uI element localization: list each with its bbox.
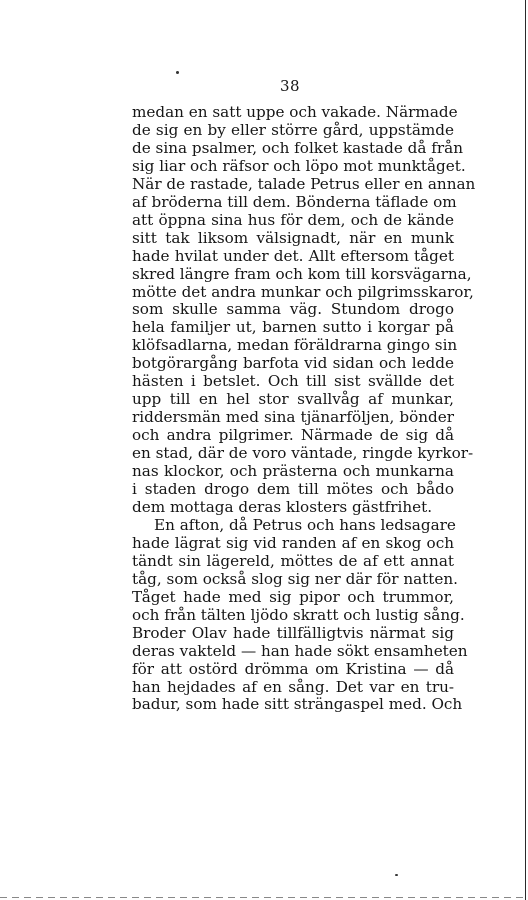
text-line: Tåget hade med sig pipor och trummor, [132,587,454,606]
text-line: upp till en hel stor svallvåg af munkar, [132,390,454,409]
text-line: klöfsadlarna, medan föräldrarna gingo sin [132,336,458,355]
text-line: de sig en by eller större gård, uppstämde [132,120,454,139]
text-line: Broder Olav hade tillfälligtvis närmat sig [132,623,454,642]
print-speck-top [176,71,179,74]
text-line: badur, som hade sitt strängaspel med. Och [132,695,463,714]
text-line: han hejdades af en sång. Det var en tru- [132,677,454,696]
text-line: för att ostörd drömma om Kristina — då [132,659,454,678]
text-line: att öppna sina hus för dem, och de kände [132,210,454,229]
text-line: tåg, som också slog sig ner där för natten. [132,569,458,588]
text-line: hästen i betslet. Och till sist svällde det [132,372,454,391]
text-line: sitt tak liksom välsignadt, när en munk [132,228,454,247]
text-line: riddersmän med sina tjänarföljen, bönder [132,408,454,427]
text-line: de sina psalmer, och folket kastade då från [132,138,463,157]
text-line: medan en satt uppe och vakade. Närmade [132,103,458,121]
text-line: nas klockor, och prästerna och munkarna [132,462,454,481]
page-number: 38 [279,77,301,95]
text-line: och andra pilgrimer. Närmade de sig då [132,426,454,445]
text-line: som skulle samma väg. Stundom drogo [132,300,454,319]
page-edge [525,0,526,900]
text-line: En afton, då Petrus och hans ledsagare [154,515,456,534]
print-speck-bottom [395,874,398,876]
text-line: botgörargång barfota vid sidan och ledde [132,354,454,373]
text-line: i staden drogo dem till mötes och bådo [132,480,454,499]
text-line: af bröderna till dem. Bönderna täflade om [132,192,457,211]
paragraph [132,515,468,714]
text-line: hade hvilat under det. Allt eftersom tåget [132,246,454,265]
text-line: När de rastade, talade Petrus eller en annan [132,174,476,193]
bottom-edge [0,897,528,898]
text-line: sig liar och räfsor och löpo mot munktåget. [132,156,466,175]
text-line: en stad, där de voro väntade, ringde kyrkor- [132,444,474,463]
text-line: tändt sin lägereld, möttes de af ett annat [132,551,454,570]
text-line: deras vakteld — han hade sökt ensamheten [132,641,468,660]
text-line: och från tälten ljödo skratt och lustig sång. [132,605,465,624]
text-line: mötte det andra munkar och pilgrimsskaror, [132,282,474,301]
text-line: skred längre fram och kom till korsvägarna, [132,264,472,283]
text-line: hela familjer ut, barnen sutto i korgar på [132,318,454,337]
body-text [132,103,476,714]
text-line: dem mottaga deras klosters gästfrihet. [132,497,433,516]
text-line: hade lägrat sig vid randen af en skog och [132,533,454,552]
paragraph [132,103,476,517]
